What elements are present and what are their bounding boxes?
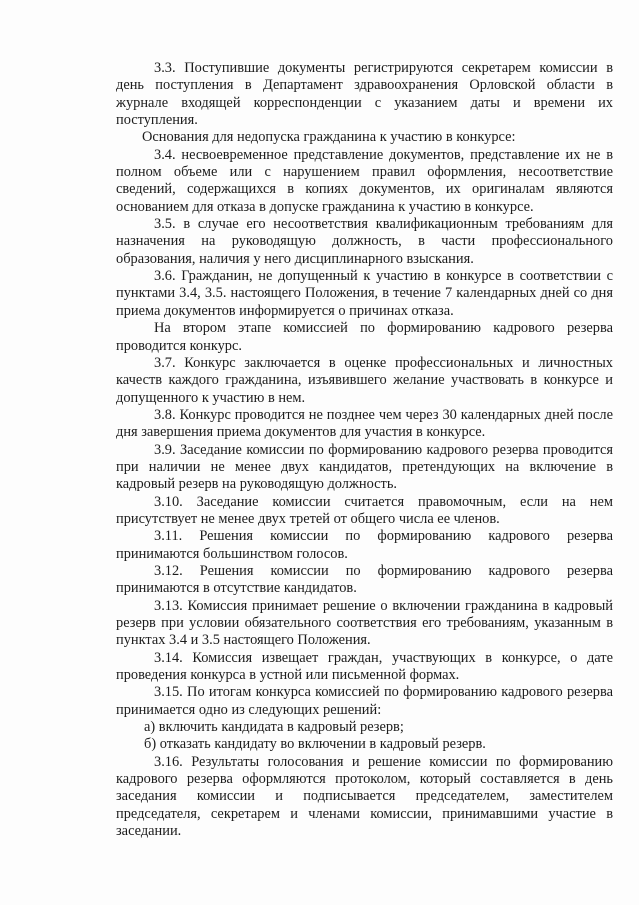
paragraph-second-stage: На втором этапе комиссией по формированию кадрового резерва проводится конкурс. (116, 320, 613, 354)
paragraph-3-12: 3.12. Решения комиссии по формированию кадрового резерва принимаются в отсутствие кандидатов. (116, 562, 613, 597)
paragraph-3-14: 3.14. Комиссия извещает граждан, участвующих в конкурсе, о дате проведения конкурса в устной или письменной формах. (116, 649, 613, 684)
paragraph-3-11: 3.11. Решения комиссии по формированию кадрового резерва принимаются большинством голосов. (116, 528, 613, 562)
paragraph-3-4: 3.4. несвоевременное представление документов, представление их не в полном объеме или с нарушением правил оформления, несоответствие сведений, содержащихся в копиях документов, их оригиналам являются основанием для отказа в допуске гражданина к участию в конкурсе. (116, 146, 613, 215)
paragraph-3-6: 3.6. Гражданин, не допущенный к участию в конкурсе в соответствии с пунктами 3.4, 3.5. настоящего Положения, в течение 7 календарных дней со дня приема документов информируется о причинах отказа. (116, 268, 613, 319)
paragraph-3-10: 3.10. Заседание комиссии считается правомочным, если на нем присутствует не менее двух третей от общего числа ее членов. (116, 493, 613, 527)
paragraph-3-5: 3.5. в случае его несоответствия квалификационным требованиям для назначения на руководящую должность, в части профессионального образования, наличия у него дисциплинарного взыскания. (116, 216, 613, 267)
paragraph-3-13: 3.13. Комиссия принимает решение о включении гражданина в кадровый резерв при условии обязательного соответствия его требованиям, указанным в пунктах 3.4 и 3.5 настоящего Положения. (116, 597, 613, 649)
document-body (116, 60, 613, 840)
paragraph-3-16: 3.16. Результаты голосования и решение комиссии по формированию кадрового резерва оформляются протоколом, который составляется в день заседания комиссии и подписывается председателем, заместителем председателя, секретарем и членами комиссии, принимавшими участие в заседании. (116, 753, 613, 840)
paragraph-3-8: 3.8. Конкурс проводится не позднее чем через 30 календарных дней после дня завершения приема документов для участия в конкурсе. (116, 406, 613, 441)
paragraph-3-15: 3.15. По итогам конкурса комиссией по формированию кадрового резерва принимается одно из следующих решений: (116, 684, 613, 718)
paragraph-grounds-heading: Основания для недопуска гражданина к участию в конкурсе: (142, 129, 516, 146)
list-item-option-b: б) отказать кандидату во включении в кадровый резерв. (144, 736, 486, 753)
paragraph-3-7: 3.7. Конкурс заключается в оценке профессиональных и личностных качеств каждого гражданина, изъявившего желание участвовать в конкурсе и допущенного к участию в нем. (116, 354, 613, 406)
paragraph-3-3: 3.3. Поступившие документы регистрируются секретарем комиссии в день поступления в Департамент здравоохранения Орловской области в журнале входящей корреспонденции с указанием даты и времени их поступления. (116, 60, 613, 129)
paragraph-3-9: 3.9. Заседание комиссии по формированию кадрового резерва проводится при наличии не менее двух кандидатов, претендующих на включение в кадровый резерв на руководящую должность. (116, 441, 613, 493)
list-item-option-a: а) включить кандидата в кадровый резерв; (144, 719, 404, 736)
